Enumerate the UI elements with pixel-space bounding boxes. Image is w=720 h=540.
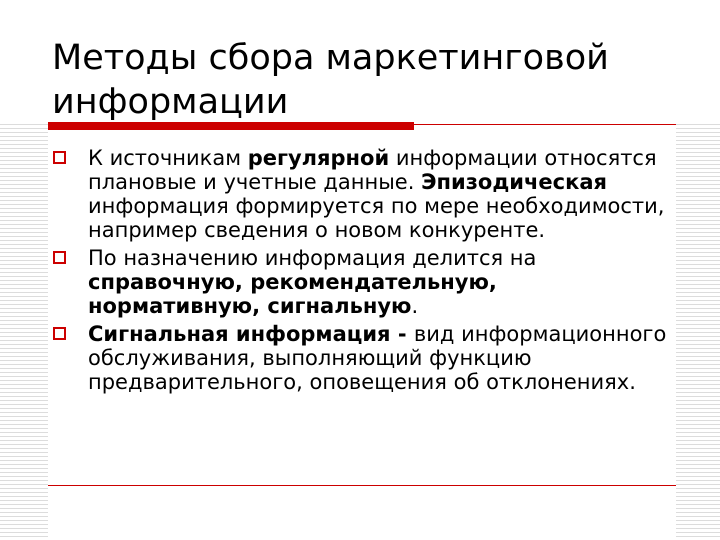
bullet-item-regular-info [48, 146, 674, 242]
bullet-item-purpose [48, 246, 674, 318]
title-accent-bar [48, 122, 414, 130]
square-bullet-icon [53, 327, 66, 340]
slide-title: Методы сбора маркетинговой информации [52, 38, 609, 122]
bottom-divider [48, 485, 676, 486]
bullet-text: информации относятся плановые и учетные данные. [88, 146, 657, 194]
square-bullet-icon [53, 251, 66, 264]
bullet-text: . [411, 294, 419, 318]
bullet-bold-text: регулярной [247, 146, 390, 170]
bullet-text: По назначению информация делится на [88, 246, 537, 270]
decorative-stripes-right [676, 124, 720, 540]
bullet-item-signal-info [48, 322, 674, 394]
bullet-list [48, 146, 674, 398]
bullet-text: вид информационного обслуживания, выполняющий функцию предварительного, оповещения об отклонениях. [88, 322, 667, 394]
bullet-text: К источникам [88, 146, 248, 170]
decorative-stripes-left [0, 124, 48, 540]
bullet-text: информация формируется по мере необходимости, например сведения о новом конкуренте. [88, 194, 665, 242]
square-bullet-icon [53, 151, 66, 164]
bullet-bold-text: справочную, рекомендательную, нормативную, сигнальную [88, 270, 497, 318]
bullet-bold-text: Эпизодическая [421, 170, 608, 194]
bullet-bold-text: Сигнальная информация - [88, 322, 414, 346]
